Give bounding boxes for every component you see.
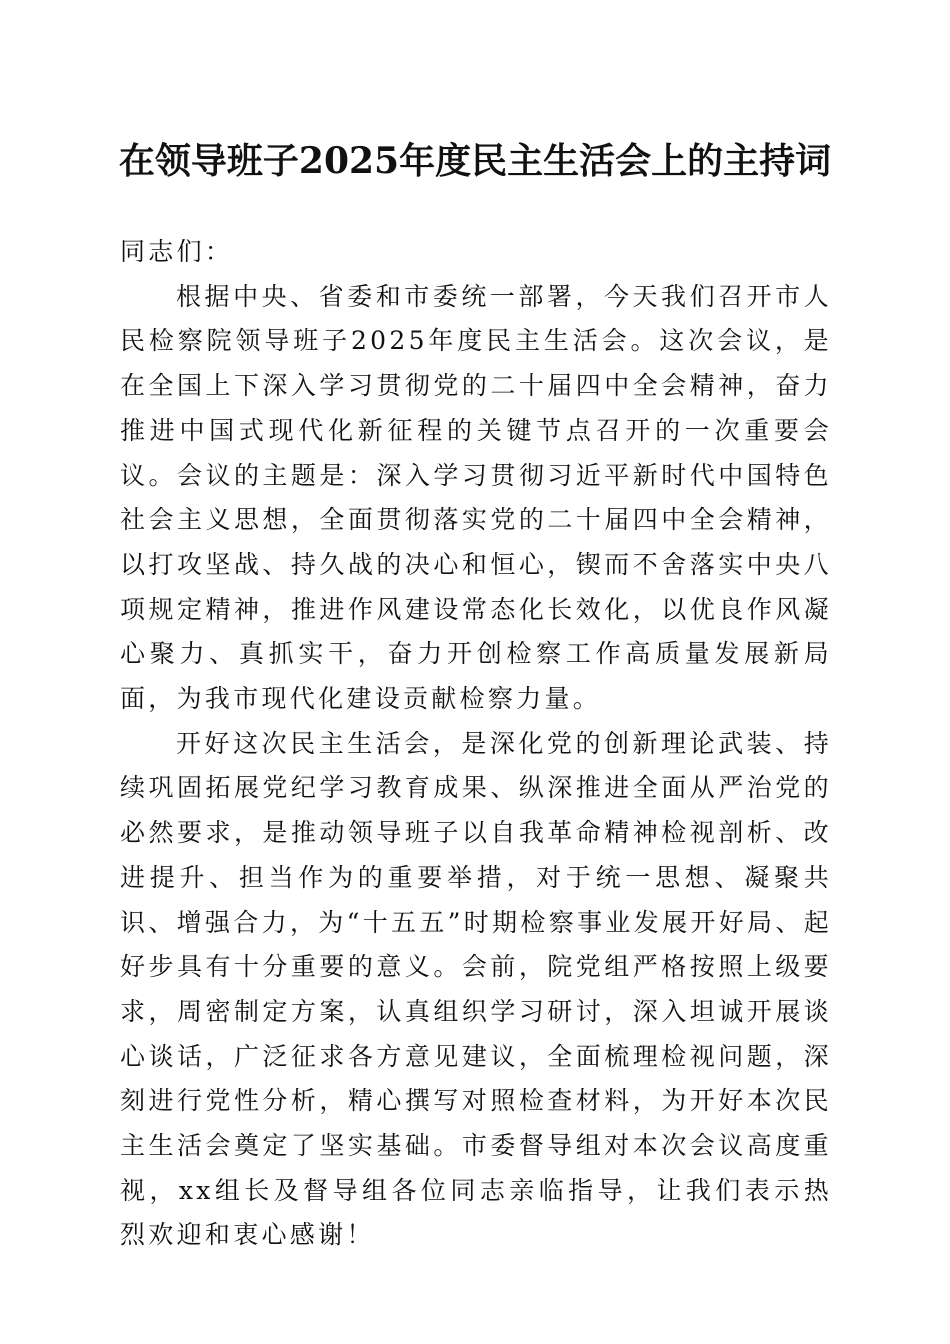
document-body: [120, 230, 832, 1258]
paragraph-2: 开好这次民主生活会，是深化党的创新理论武装、持续巩固拓展党纪学习教育成果、纵深推进全面从严治党的必然要求，是推动领导班子以自我革命精神检视剖析、改进提升、担当作为的重要举措，对于统一思想、凝聚共识、增强合力，为“十五五”时期检察事业发展开好局、起好步具有十分重要的意义。会前，院党组严格按照上级要求，周密制定方案，认真组织学习研讨，深入坦诚开展谈心谈话，广泛征求各方意见建议，全面梳理检视问题，深刻进行党性分析，精心撰写对照检查材料，为开好本次民主生活会奠定了坚实基础。市委督导组对本次会议高度重视，xx组长及督导组各位同志亲临指导，让我们表示热烈欢迎和衷心感谢！: [120, 728, 832, 1250]
salutation: 同志们：: [120, 237, 234, 266]
document-title: 在领导班子2025年度民主生活会上的主持词: [118, 140, 832, 182]
paragraph-1: 根据中央、省委和市委统一部署，今天我们召开市人民检察院领导班子2025年度民主生活会。这次会议，是在全国上下深入学习贯彻党的二十届四中全会精神，奋力推进中国式现代化新征程的关键节点召开的一次重要会议。会议的主题是：深入学习贯彻习近平新时代中国特色社会主义思想，全面贯彻落实党的二十届四中全会精神，以打攻坚战、持久战的决心和恒心，锲而不舍落实中央八项规定精神，推进作风建设常态化长效化，以优良作风凝心聚力、真抓实干，奋力开创检察工作高质量发展新局面，为我市现代化建设贡献检察力量。: [120, 281, 832, 714]
